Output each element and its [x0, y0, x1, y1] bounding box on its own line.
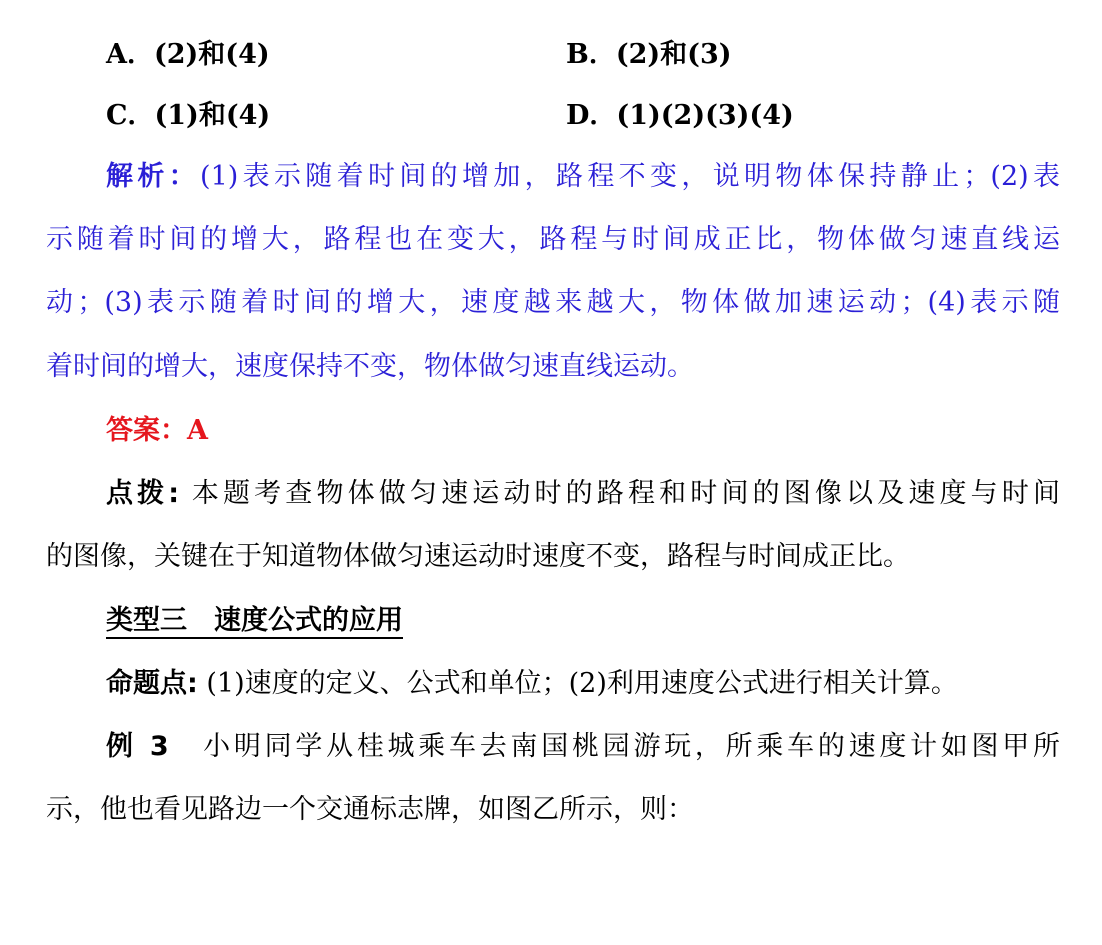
- option-text: (2)和(4): [153, 39, 270, 70]
- option-letter: D: [566, 100, 590, 131]
- analysis-text: (1)表示随着时间的增加，路程不变，说明物体保持静止；(2)表: [200, 161, 1061, 192]
- option-a: [106, 24, 270, 86]
- analysis-text: 动；(3)表示随着时间的增大，速度越来越大，物体做加速运动；(4)表示随: [46, 287, 1060, 318]
- answer-label: 答案：: [106, 415, 187, 446]
- example-text: 示，他也看见路边一个交通标志牌，如图乙所示，则：: [46, 794, 694, 825]
- tip-text: 的图像，关键在于知道物体做匀速运动时速度不变，路程与时间成正比。: [46, 541, 910, 572]
- option-letter: C: [106, 100, 128, 131]
- tip-line-2: [46, 526, 1060, 588]
- analysis-line-4: [46, 336, 1060, 398]
- analysis-text: 示随着时间的增大，路程也在变大，路程与时间成正比，物体做匀速直线运: [46, 224, 1060, 255]
- example-text: 小明同学从桂城乘车去南国桃园游玩，所乘车的速度计如图甲所: [168, 731, 1061, 762]
- proposition-line: [106, 653, 1060, 715]
- analysis-label: 解析：: [106, 161, 201, 192]
- option-text: (1)(2)(3)(4): [616, 100, 794, 131]
- example-line-2: [46, 779, 1060, 841]
- analysis-line-2: [46, 209, 1060, 271]
- option-text: (2)和(3): [615, 39, 732, 70]
- option-separator: ．: [588, 39, 616, 70]
- answer-line: [106, 400, 1060, 462]
- answer-value: A: [187, 415, 208, 446]
- tip-label: 点拨:: [106, 478, 180, 509]
- option-separator: ．: [127, 100, 155, 131]
- tip-text: 本题考查物体做匀速运动时的路程和时间的图像以及速度与时间: [179, 478, 1060, 509]
- option-letter: A: [106, 39, 127, 70]
- proposition-label: 命题点:: [106, 668, 198, 699]
- tip-line-1: [106, 463, 1060, 525]
- analysis-text: 着时间的增大，速度保持不变，物体做匀速直线运动。: [46, 351, 694, 382]
- option-separator: ．: [589, 100, 617, 131]
- option-d: [566, 85, 794, 147]
- example-label: 例 3: [106, 731, 169, 762]
- option-text: (1)和(4): [154, 100, 271, 131]
- option-b: [566, 24, 732, 86]
- analysis-line-1: [106, 146, 1060, 208]
- analysis-line-3: [46, 272, 1060, 334]
- proposition-text: (1)速度的定义、公式和单位；(2)利用速度公式进行相关计算。: [197, 668, 958, 699]
- option-letter: B: [566, 39, 589, 70]
- option-separator: ．: [126, 39, 154, 70]
- example-line-1: [106, 716, 1060, 778]
- section-heading-line: [106, 590, 1060, 652]
- option-c: [106, 85, 270, 147]
- section-title: 类型三 速度公式的应用: [106, 605, 403, 639]
